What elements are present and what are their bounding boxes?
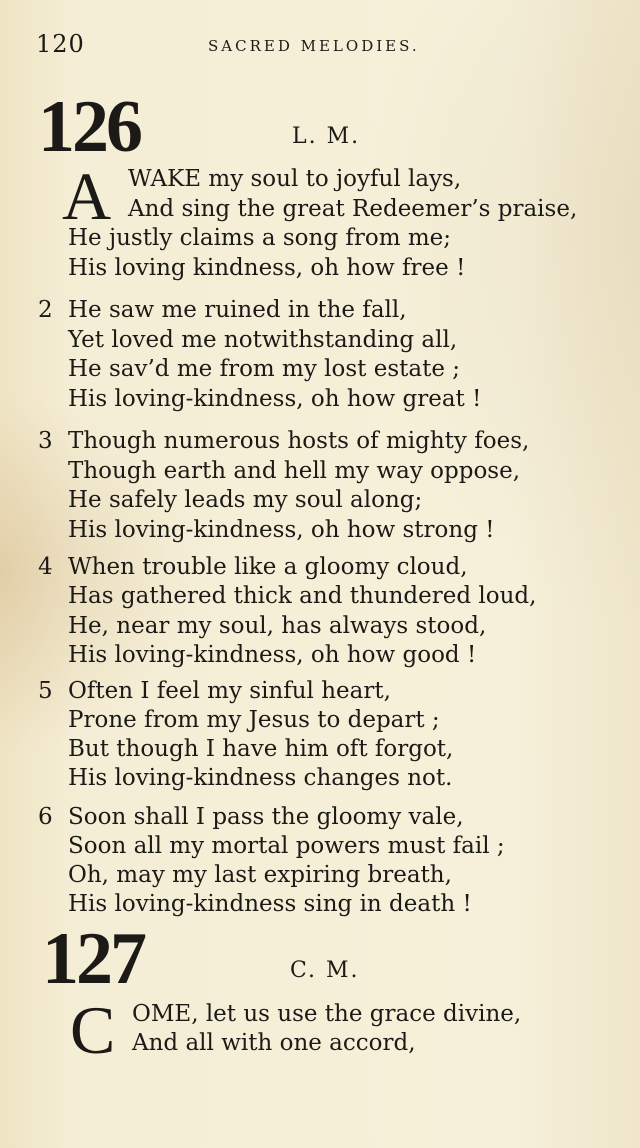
verse-number: 3: [38, 428, 53, 454]
verse-number: 5: [38, 678, 53, 704]
verse-line: Though earth and hell my way oppose,: [68, 458, 521, 484]
verse-line: Soon all my mortal powers must fail ;: [68, 833, 505, 859]
page-number: 120: [36, 30, 85, 58]
verse-line: His loving-kindness changes not.: [68, 765, 453, 791]
verse-line: He saw me ruined in the fall,: [68, 297, 407, 323]
verse-line: He sav’d me from my lost estate ;: [68, 356, 460, 382]
hymn-meter: L. M.: [292, 124, 361, 149]
hymn-number: 127: [42, 918, 144, 1000]
verse-line: His loving-kindness, oh how strong !: [68, 517, 495, 543]
verse-line: But though I have him oft forgot,: [68, 736, 454, 762]
verse-line: He, near my soul, has always stood,: [68, 613, 487, 639]
verse-line: And sing the great Redeemer’s praise,: [128, 196, 578, 222]
verse-line: Oh, may my last expiring breath,: [68, 862, 452, 888]
verse-line: His loving-kindness, oh how good !: [68, 642, 477, 668]
verse-number: 4: [38, 554, 53, 580]
verse-number: 6: [38, 804, 53, 830]
verse-line: Though numerous hosts of mighty foes,: [68, 428, 530, 454]
verse-number: 2: [38, 297, 53, 323]
verse-line: OME, let us use the grace divine,: [132, 1001, 522, 1027]
verse-line: When trouble like a gloomy cloud,: [68, 554, 468, 580]
verse-line: WAKE my soul to joyful lays,: [128, 166, 462, 192]
verse-line: And all with one accord,: [132, 1030, 416, 1056]
drop-cap: C: [70, 992, 116, 1068]
verse-line: His loving-kindness sing in death !: [68, 891, 472, 917]
verse-line: Has gathered thick and thundered loud,: [68, 583, 537, 609]
hymn-number: 126: [38, 86, 140, 168]
verse-line: Soon shall I pass the gloomy vale,: [68, 804, 464, 830]
hymn-meter: C. M.: [290, 958, 360, 983]
running-title: SACRED MELODIES.: [208, 37, 420, 55]
verse-line: Often I feel my sinful heart,: [68, 678, 391, 704]
verse-line: Yet loved me notwithstanding all,: [68, 327, 458, 353]
running-header: [36, 30, 600, 60]
verse-line: Prone from my Jesus to depart ;: [68, 707, 440, 733]
verse-line: His loving kindness, oh how free !: [68, 255, 466, 281]
verse-line: He safely leads my soul along;: [68, 487, 423, 513]
drop-cap: A: [62, 158, 112, 234]
verse-line: His loving-kindness, oh how great !: [68, 386, 482, 412]
verse-line: He justly claims a song from me;: [68, 225, 452, 251]
